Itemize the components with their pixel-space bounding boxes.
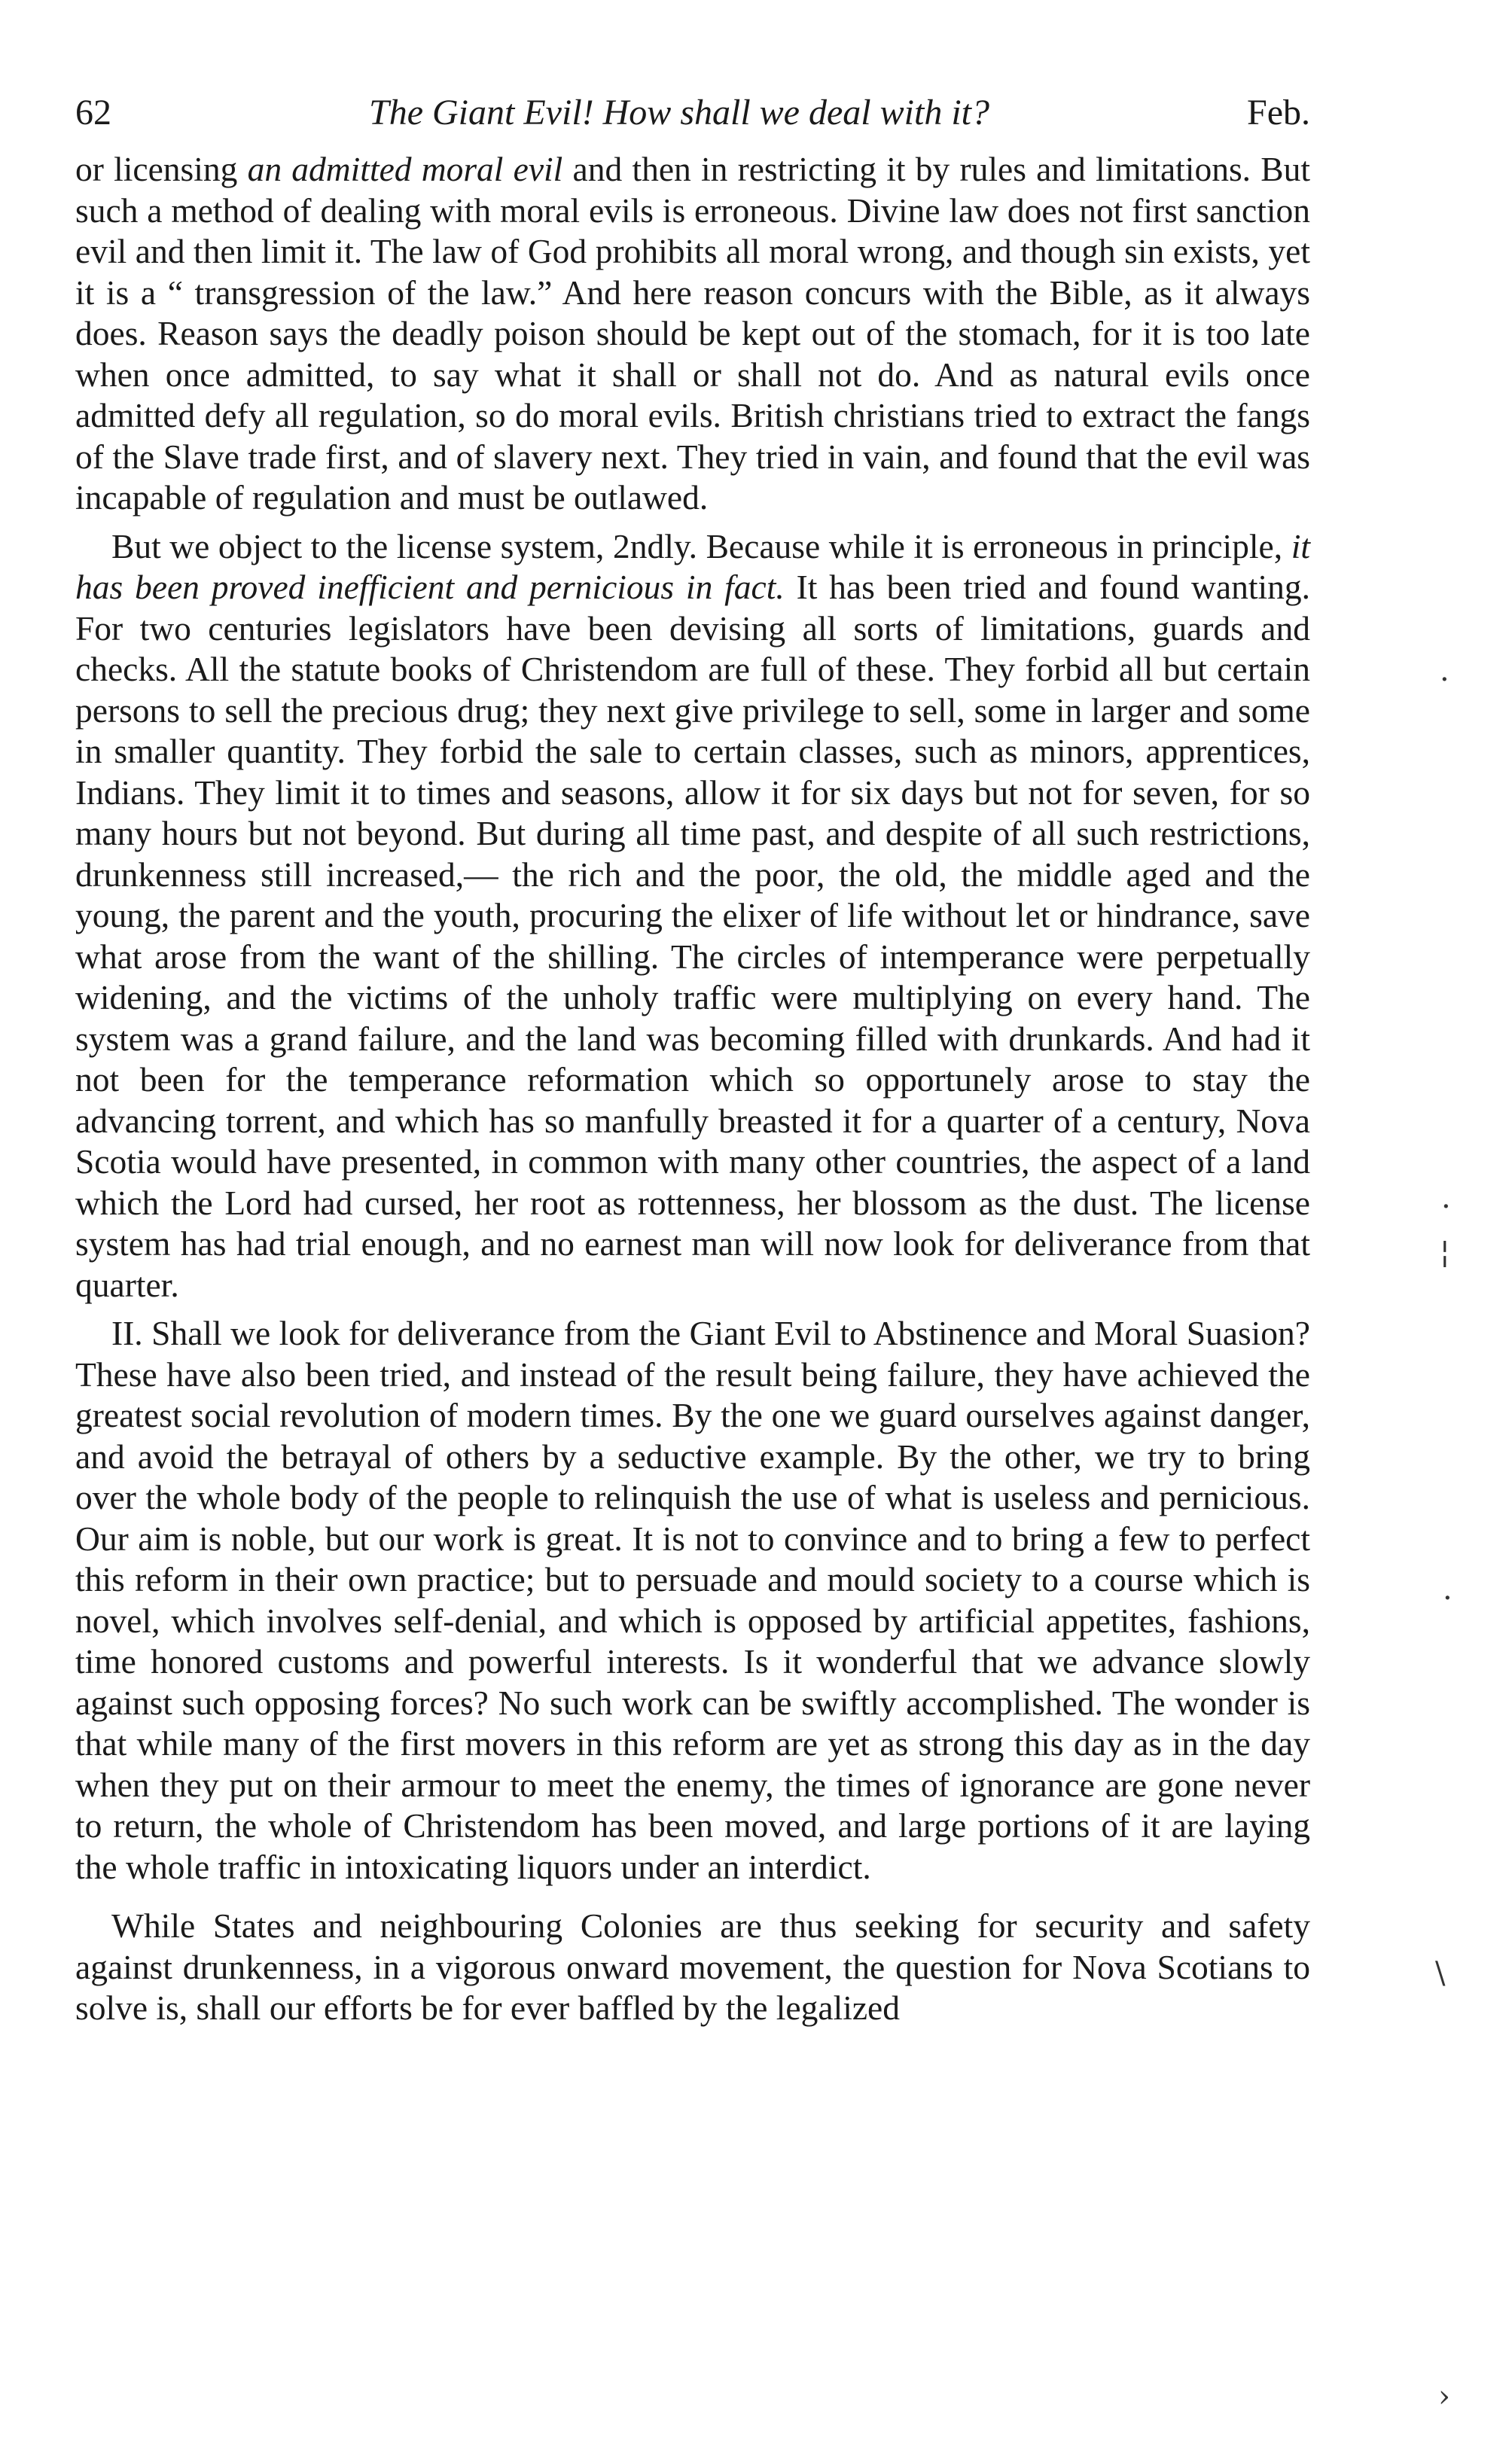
text-run: II. Shall we look for deliverance from the Giant Evil to Abstinence and Moral Suasion? These have also been tried, and instead of the result being failure, they have achieved the greatest social revolution of modern times. By the one we guard ourselves against danger, and avoid the betrayal of others by a seductive example. By the other, we try to bring over the whole body of the people to relinquish the use of what is useless and pernicious. Our aim is noble, but our work is great. It is not to convince and to bring a few to perfect this reform in their own practice; but to persuade and mould society to a course which is novel, which involves self-denial, and which is opposed by artificial appetites, fashions, time honored customs and powerful interests. Is it wonderful that we advance slowly against such opposing forces? No such work can be swiftly accomplished. The wonder is that while many of the first movers in this reform are yet as strong this day as in the day when they put on their armour to meet the enemy, the times of ignorance are gone never to return, the whole of Christendom has been moved, and large portions of it are laying the whole traffic in intoxicating liquors under an interdict. [75, 1314, 1310, 1886]
emphasis-run: it has been proved inefficient and pernicious in fact. [75, 526, 1310, 606]
running-month: Feb. [1247, 93, 1310, 133]
text-run: While States and neighbouring Colonies are thus seeking for security and safety against drunkenness, in a vigorous onward movement, the question for Nova Scotians to solve is, shall our efforts be for ever baffled by the legalized [75, 1906, 1310, 2027]
paragraph-license-system [75, 526, 1310, 1306]
running-title: The Giant Evil! How shall we deal with it? [369, 93, 989, 133]
margin-speck: \ [1435, 1956, 1446, 1991]
margin-speck: › [1438, 2379, 1450, 2414]
page-number: 62 [75, 93, 111, 133]
emphasis-run: an admitted moral evil [247, 150, 563, 188]
running-head [75, 90, 1310, 136]
margin-speck: · [1443, 1581, 1453, 1616]
text-run: or licensing [75, 150, 248, 188]
text-run: But we object to the license system, 2ndly. Because while it is erroneous in principle, [111, 526, 1291, 565]
body-text [75, 149, 1310, 2029]
paragraph-continued [75, 149, 1310, 519]
paragraph-closing [75, 1906, 1310, 2029]
paragraph-section-two [75, 1313, 1310, 1888]
text-run: and then in restricting it by rules and limitations. But such a method of dealing with moral evils is erroneous. Divine law does not first sanction evil and then limit it. The law of God prohibits all moral wrong, and though sin exists, yet it is a “ transgression of the law.” And here reason concurs with the Bible, as it always does. Reason says the deadly poison should be kept out of the stomach, for it is too late when once admitted, to say what it shall or shall not do. And as natural evils once admitted defy all regulation, so do moral evils. British christians tried to extract the fangs of the Slave trade first, and of slavery next. They tried in vain, and found that the evil was incapable of regulation and must be outlawed. [75, 150, 1310, 517]
margin-speck: · [1440, 663, 1450, 697]
margin-speck: ¦ [1440, 1235, 1450, 1269]
margin-speck: · [1441, 1190, 1451, 1224]
page [75, 90, 1310, 2029]
text-run: It has been tried and found wanting. For two centuries legislators have been devising all sorts of limitations, guards and checks. All the statute books of Christendom are full of these. They forbid all but certain persons to sell the precious drug; they next give privilege to sell, some in larger and some in smaller quantity. They forbid the sale to certain classes, such as minors, apprentices, Indians. They limit it to times and seasons, allow it for six days but not for seven, for so many hours but not beyond. But during all time past, and despite of all such restrictions, drunkenness still increased,— the rich and the poor, the old, the middle aged and the young, the parent and the youth, procuring the elixer of life without let or hindrance, save what arose from the want of the shilling. The circles of intemperance were perpetually widening, and the victims of the unholy traffic were multiplying on every hand. The system was a grand failure, and the land was becoming filled with drunkards. And had it not been for the temperance reformation which so opportunely arose to stay the advancing torrent, and which has so manfully breasted it for a quarter of a century, Nova Scotia would have presented, in common with many other countries, the aspect of a land which the Lord had cursed, her root as rottenness, her blossom as the dust. The license system has had trial enough, and no earnest man will now look for deliverance from that quarter. [75, 568, 1310, 1304]
